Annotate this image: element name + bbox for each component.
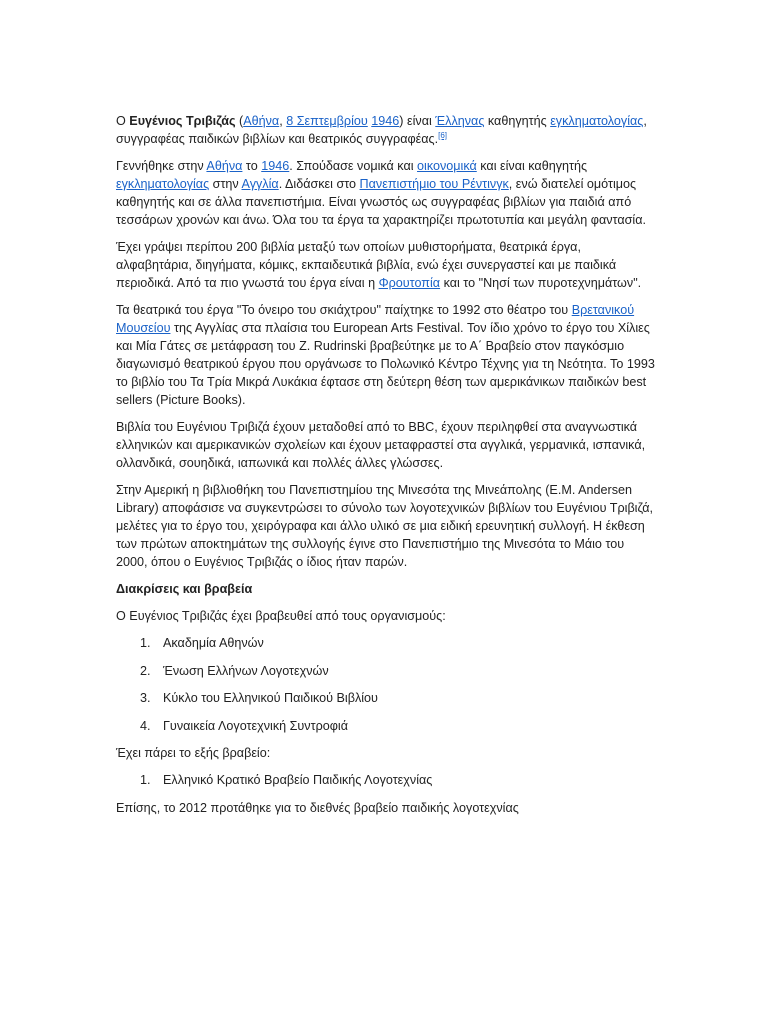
list-number: 1.	[140, 636, 151, 650]
link-birth-date[interactable]: 8 Σεπτεμβρίου	[286, 114, 368, 128]
person-name: Ευγένιος Τριβιζάς	[129, 114, 236, 128]
awards-intro: Ο Ευγένιος Τριβιζάς έχει βραβευθεί από τους οργανισμούς:	[116, 609, 446, 623]
translations-paragraph: Βιβλία του Ευγένιου Τριβιζά έχουν μεταδοθεί από το BBC, έχουν περιληφθεί στα αναγνωστικά ελληνικών και αμερικανικών σχολείων και έχουν μεταφραστεί στα αγγλικά, γερμανικά, ισπανικά, ολλανδικά, σουηδικά, ιαπωνικά και πολλές άλλες γλώσσες.	[116, 420, 646, 470]
text: και είναι καθηγητής	[476, 159, 588, 173]
works-paragraph	[116, 238, 656, 292]
text: και το "Νησί των πυροτεχνημάτων".	[440, 276, 642, 290]
biography-paragraph	[116, 157, 656, 229]
link-economics[interactable]: οικονομικά	[417, 159, 477, 173]
list-item-text: Ακαδημία Αθηνών	[163, 636, 264, 650]
list-item-text: Ένωση Ελλήνων Λογοτεχνών	[163, 663, 329, 678]
list-item	[116, 662, 656, 680]
link-year-1946[interactable]: 1946	[261, 159, 290, 173]
prize-intro: Έχει πάρει το εξής βραβείο:	[116, 746, 271, 760]
list-number: 1.	[140, 773, 151, 787]
link-criminology[interactable]: εγκληματολογίας	[116, 177, 210, 191]
link-froutopia[interactable]: Φρουτοπία	[378, 276, 441, 290]
link-athens[interactable]: Αθήνα	[243, 114, 280, 128]
text: Έχει γράψει περίπου 200 βιβλία μεταξύ των οποίων μυθιστορήματα, θεατρικά έργα, αλφαβητάρια, διηγήματα, κόμικς, εκπαιδευτικά βιβλία, ενώ έχει συνεργαστεί και με παιδικά περιοδικά. Από τα πιο γνωστά του έργα είναι η	[116, 240, 617, 290]
library-paragraph: Στην Αμερική η βιβλιοθήκη του Πανεπιστημίου της Μινεσότα της Μινεάπολης (E.M. Andersen Library) αποφάσισε να συγκεντρώσει το σύνολο των λογοτεχνικών βιβλίων του Ευγένιου Τριβιζά, μελέτες για το έργο του, χειρόγραφα και άλλο υλικό σε μια ειδική ερευνητική συλλογή. Η έκθεση των πρώτων αποκτημάτων της συλλογής έγινε στο Πανεπιστήμιο της Μινεσότα το Μάιο του 2000, όπου ο Ευγένιος Τριβιζάς ο ίδιος ήταν παρών.	[116, 483, 653, 569]
final-paragraph: Επίσης, το 2012 προτάθηκε για το διεθνές βραβείο παιδικής λογοτεχνίας	[116, 800, 519, 815]
text: , ενώ διατελεί ομότιμος καθηγητής και σε άλλα πανεπιστήμια. Είναι γνωστός ως συγγραφέας βιβλίων για παιδιά από τεσσάρων χρονών και άνω. Όλα του τα έργα τα χαρακτηρίζει πρωτοτυπία και μεγάλη φαντασία.	[116, 177, 646, 227]
list-item	[116, 717, 656, 735]
theatre-paragraph	[116, 301, 656, 409]
list-item	[116, 689, 656, 707]
link-athens[interactable]: Αθήνα	[206, 159, 243, 173]
text: . Σπούδασε νομικά και	[289, 159, 418, 173]
awards-list	[116, 634, 656, 735]
intro-paragraph	[116, 112, 656, 148]
link-british-museum[interactable]: Βρετανικού Μουσείου	[116, 303, 635, 335]
awards-heading: Διακρίσεις και βραβεία	[116, 582, 253, 596]
text: ,	[279, 114, 287, 128]
list-item	[116, 771, 656, 789]
text: καθηγητής	[484, 114, 551, 128]
text: Γεννήθηκε στην	[116, 159, 207, 173]
document-body	[116, 112, 656, 826]
link-england[interactable]: Αγγλία	[241, 177, 279, 191]
list-item-text: Ελληνικό Κρατικό Βραβείο Παιδικής Λογοτεχνίας	[163, 773, 433, 787]
list-number: 4.	[140, 718, 151, 733]
list-item-text: Γυναικεία Λογοτεχνική Συντροφιά	[163, 718, 348, 733]
reference-link[interactable]: [6]	[438, 130, 448, 140]
link-criminology[interactable]: εγκληματολογίας	[550, 114, 644, 128]
prize-list	[116, 771, 656, 789]
link-greek[interactable]: Έλληνας	[435, 114, 485, 128]
link-reading-university[interactable]: Πανεπιστήμιο του Ρέντινγκ	[359, 177, 509, 191]
text: Τα θεατρικά του έργα "Το όνειρο του σκιάχτρου" παίχτηκε το 1992 στο θέατρο του	[116, 303, 572, 317]
list-number: 2.	[140, 663, 151, 678]
list-item-text: Κύκλο του Ελληνικού Παιδικού Βιβλίου	[163, 691, 378, 705]
text: , συγγραφέας παιδικών βιβλίων και θεατρικός συγγραφέας.	[116, 114, 647, 146]
list-item	[116, 634, 656, 652]
text: . Διδάσκει στο	[278, 177, 360, 191]
list-number: 3.	[140, 691, 151, 705]
text: (	[235, 114, 244, 128]
text: της Αγγλίας στα πλαίσια του European Arts Festival. Τον ίδιο χρόνο το έργο του Χίλιες και Μία Γάτες σε μετάφραση του Ζ. Rudrinski βραβεύτηκε με το Α΄ Βραβείο στον παγκόσμιο διαγωνισμό θεατρικού έργου που οργάνωσε το Πολωνικό Κέντρο Τέχνης για τη Νεότητα. Το 1993 το βιβλίο του Τα Τρία Μικρά Λυκάκια έφτασε στη δεύτερη θέση των αμερικάνικων παιδικών best sellers (Picture Books).	[116, 321, 655, 407]
text: το	[242, 159, 262, 173]
text: στην	[209, 177, 242, 191]
link-birth-year[interactable]: 1946	[371, 114, 400, 128]
text: ) είναι	[399, 114, 436, 128]
text: Ο	[116, 114, 130, 128]
